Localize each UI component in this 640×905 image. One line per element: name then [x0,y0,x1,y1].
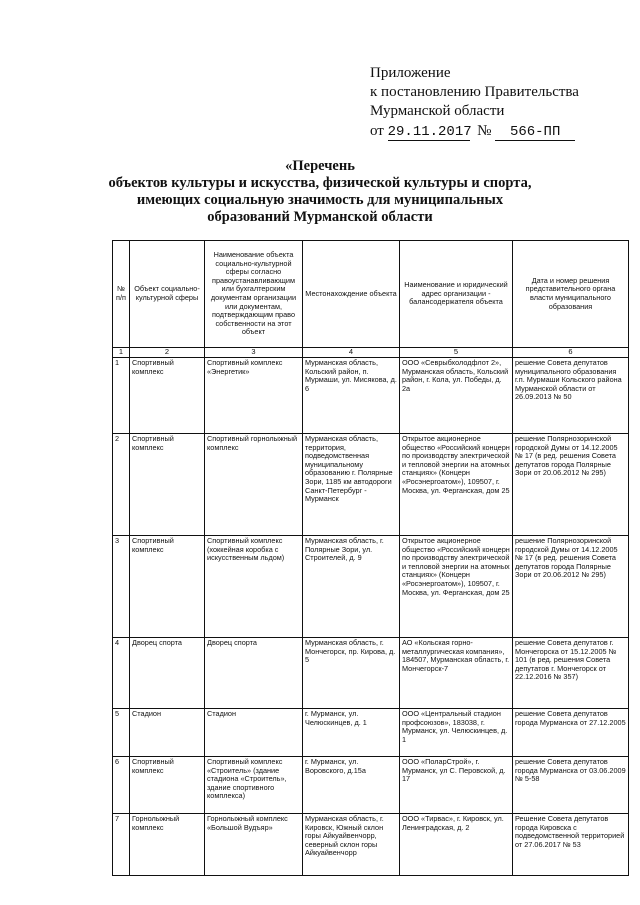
column-number: 3 [205,348,303,358]
column-number: 4 [303,348,400,358]
appendix-line-3: Мурманской области [370,103,505,119]
row-name: Горнолыжный комплекс «Большой Вудъяр» [205,814,303,876]
row-decision: решение Совета депутатов г. Мончегорска от 15.12.2005 № 101 (в ред. решения Совета депутатов г. Мончегорск от 22.12.2016 № 357) [513,638,629,709]
row-name: Дворец спорта [205,638,303,709]
table-row [113,709,629,757]
objects-table [112,240,629,876]
row-number: 3 [113,536,130,638]
row-decision: решение Полярнозоринской городской Думы от 14.12.2005 № 17 (в ред. решения Совета депутатов города Полярные Зори от 20.06.2012 № 295) [513,434,629,536]
date-prefix: от [370,123,384,139]
table-header-row [113,241,629,348]
row-decision: решение Полярнозоринской городской Думы от 14.12.2005 № 17 (в ред. решения Совета депутатов города Полярные Зори от 20.06.2012 № 295) [513,536,629,638]
column-number: 5 [400,348,513,358]
title-line-3: имеющих социальную значимость для муниципальных [136,192,504,208]
table-row [113,757,629,814]
row-number: 5 [113,709,130,757]
appendix-date-line [370,122,620,141]
row-object: Спортивный комплекс [130,536,205,638]
row-name: Спортивный горнолыжный комплекс [205,434,303,536]
row-location: Мурманская область, г. Полярные Зори, ул. Строителей, д. 9 [303,536,400,638]
row-object: Спортивный комплекс [130,757,205,814]
appendix-line-1: Приложение [370,65,451,81]
table-row [113,536,629,638]
row-number: 1 [113,358,130,434]
header-decision: Дата и номер решения представительного органа власти муниципального образования [513,241,629,348]
row-number: 6 [113,757,130,814]
title-line-4: образований Мурманской области [207,209,433,225]
row-object: Дворец спорта [130,638,205,709]
row-location: г. Мурманск, ул. Челюскинцев, д. 1 [303,709,400,757]
number-prefix: № [477,123,492,139]
row-holder: Открытое акционерное общество «Российский концерн по производству электрической и тепловой энергии на атомных станциях» (Концерн «Росэнергоатом»), 109507, г. Москва, ул. Ферганская, дом 25 [400,536,513,638]
row-number: 7 [113,814,130,876]
row-object: Стадион [130,709,205,757]
row-object: Спортивный комплекс [130,434,205,536]
document-number: 566-ПП [495,124,575,141]
row-name: Стадион [205,709,303,757]
row-decision: решение Совета депутатов города Мурманска от 03.06.2009 № 5-58 [513,757,629,814]
row-holder: ООО «ПоларСтрой», г. Мурманск, ул С. Перовской, д. 17 [400,757,513,814]
header-location: Местонахождение объекта [303,241,400,348]
row-holder: ООО «Севрыбхолодфлот 2», Мурманская область, Кольский район, г. Кола, ул. Победы, д. 2а [400,358,513,434]
title-line-2: объектов культуры и искусства, физической культуры и спорта, [108,175,532,191]
header-object: Объект социально-культурной сферы [130,241,205,348]
row-holder: ООО «Центральный стадион профсоюзов», 183038, г. Мурманск, ул. Челюскинцев, д. 1 [400,709,513,757]
table-row [113,434,629,536]
row-decision: решение Совета депутатов города Мурманска от 27.12.2005 [513,709,629,757]
row-object: Горнолыжный комплекс [130,814,205,876]
document-date: 29.11.2017 [387,124,472,140]
column-number: 1 [113,348,130,358]
header-number: № п/п [113,241,130,348]
row-location: Мурманская область, Кольский район, п. Мурмаши, ул. Мисякова, д. 6 [303,358,400,434]
row-location: Мурманская область, г. Мончегорск, пр. Кирова, д. 5 [303,638,400,709]
row-object: Спортивный комплекс [130,358,205,434]
document-title [90,158,550,226]
table-row [113,358,629,434]
row-number: 2 [113,434,130,536]
row-name: Спортивный комплекс (хоккейная коробка с искусственным льдом) [205,536,303,638]
row-holder: Открытое акционерное общество «Российский концерн по производству электрической и тепловой энергии на атомных станциях» (Концерн «Росэнергоатом»), 109507, г. Москва, ул. Ферганская, дом 25 [400,434,513,536]
column-number: 2 [130,348,205,358]
title-line-1: «Перечень [285,158,355,174]
row-holder: АО «Кольская горно-металлургическая компания», 184507, Мурманская область, г. Мончегорск-7 [400,638,513,709]
table-row [113,814,629,876]
row-location: г. Мурманск, ул. Воровского, д.15а [303,757,400,814]
table-row [113,638,629,709]
row-decision: Решение Совета депутатов города Кировска с подведомственной территорией от 27.06.2017 № 53 [513,814,629,876]
row-name: Спортивный комплекс «Энергетик» [205,358,303,434]
appendix-block [370,64,620,141]
row-location: Мурманская область, г. Кировск, Южный склон горы Айкуайвенчорр, северный склон горы Айкуайвенчорр [303,814,400,876]
column-number: 6 [513,348,629,358]
row-number: 4 [113,638,130,709]
header-name: Наименование объекта социально-культурной сферы согласно правоустанавливающим или бухгалтерским документам организации или документам, подтверждающим право собственности на этот объект [205,241,303,348]
row-name: Спортивный комплекс «Строитель» (здание стадиона «Строитель», здание спортивного комплекса) [205,757,303,814]
header-holder: Наименование и юридический адрес организации - балансодержателя объекта [400,241,513,348]
appendix-line-2: к постановлению Правительства [370,84,579,100]
row-location: Мурманская область, территория, подведомственная муниципальному образованию г. Полярные Зори, 1185 км автодороги Санкт-Петербург - Мурманск [303,434,400,536]
column-numbers-row [113,348,629,358]
row-holder: ООО «Тирвас», г. Кировск, ул. Ленинградская, д. 2 [400,814,513,876]
row-decision: решение Совета депутатов муниципального образования г.п. Мурмаши Кольского района Мурманской области от 26.09.2013 № 50 [513,358,629,434]
